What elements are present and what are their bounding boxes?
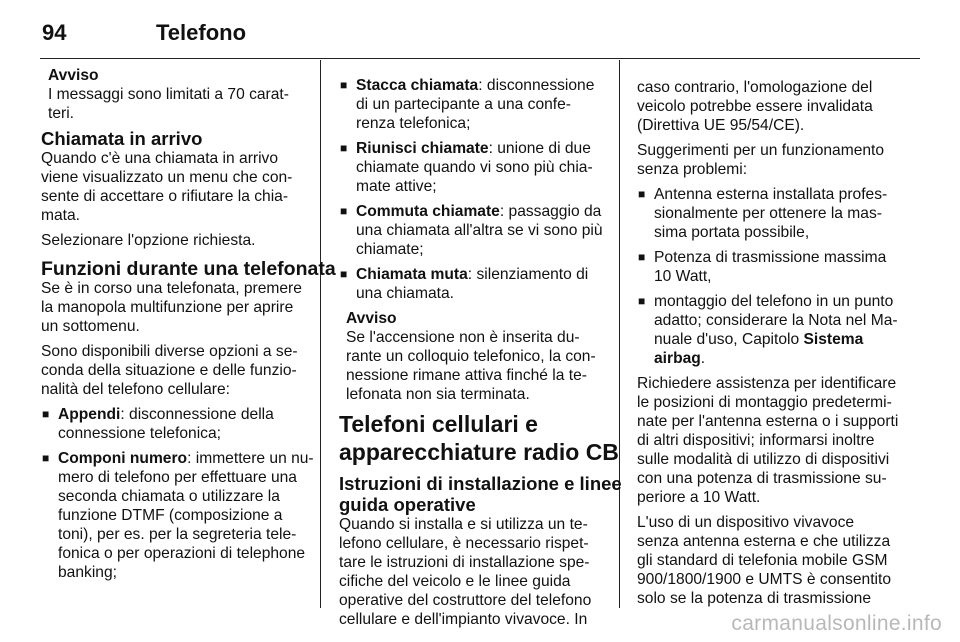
column-divider-2 <box>619 60 620 608</box>
heading-mobile-phones: Telefoni cellulari e apparecchiature radio CB <box>339 411 619 465</box>
bullet-icon: ■ <box>638 294 646 308</box>
link-airbag: airbag <box>654 350 701 367</box>
list-item: ■ Stacca chiamata: disconnessione di un partecipante a una confe- renza telefonica; <box>340 77 595 132</box>
list-item: ■ Componi numero: immettere un nu- mero di telefono per effettuare una seconda chiamata o utilizzare la funzione DTMF (composizione a toni), per es. per la segreteria tele- fonica o per operazioni di telephone banking; <box>42 450 314 581</box>
paragraph-incoming-call: Quando c'è una chiamata in arrivo viene visualizzato un menu che con- sente di accettare o rifiutare la chia- mata. <box>41 150 293 224</box>
bullet-icon: ■ <box>42 407 50 421</box>
heading-installation-instructions: Istruzioni di installazione e linee guida operative <box>339 473 622 515</box>
list-item: ■ Riunisci chiamate: unione di due chiamate quando vi sono più chia- mate attive; <box>340 140 593 195</box>
list-item: ■ Chiamata muta: silenziamento di una chiamata. <box>340 266 589 302</box>
bullet-icon: ■ <box>340 267 348 281</box>
list-suggestions <box>637 185 907 368</box>
list-item: ■ Commuta chiamate: passaggio da una chiamata all'altra se vi sono più chiamate; <box>340 203 603 258</box>
list-item: ■ Antenna esterna installata profes- sionalmente per ottenere la mas- sima portata possibile, <box>638 186 888 241</box>
header-divider <box>40 58 920 59</box>
bullet-icon: ■ <box>340 78 348 92</box>
list-item: ■ Potenza di trasmissione massima 10 Watt, <box>638 249 887 285</box>
column-divider-1 <box>320 60 321 608</box>
list-call-options-1 <box>41 405 314 582</box>
paragraph-assistance: Richiedere assistenza per identificare le posizioni di montaggio predetermi- nate per l'antenna esterna o i supporti di altri dispositivi; informarsi inoltre sulle modalità di utilizzo di dispositivi con una potenza di trasmissione su- periore a 10 Watt. <box>637 375 899 506</box>
bullet-icon: ■ <box>42 451 50 465</box>
bullet-icon: ■ <box>638 187 646 201</box>
column-middle <box>339 60 622 635</box>
note-heading: Avviso <box>48 67 99 84</box>
paragraph-suggestions: Suggerimenti per un funzionamento senza problemi: <box>637 142 885 178</box>
heading-call-functions: Funzioni durante una telefonata <box>41 258 336 280</box>
note-message-limit: Avviso I messaggi sono limitati a 70 carat- teri. <box>48 66 307 123</box>
column-left <box>41 60 336 588</box>
link-sistema: Sistema <box>803 331 864 348</box>
bullet-icon: ■ <box>638 250 646 264</box>
page-header <box>40 14 920 52</box>
page-title: Telefono <box>156 20 247 45</box>
column-right <box>637 60 907 614</box>
paragraph-handsfree: L'uso di un dispositivo vivavoce senza antenna esterna e che utilizza gli standard di telefonia mobile GSM 900/1800/1900 e UMTS è consentito solo se la potenza di trasmissione <box>637 514 891 607</box>
bullet-icon: ■ <box>340 204 348 218</box>
watermark: carmanualsonline.info <box>731 612 942 635</box>
paragraph-select-option: Selezionare l'opzione richiesta. <box>41 232 256 249</box>
page-number: 94 <box>42 20 67 45</box>
paragraph-installation: Quando si installa e si utilizza un te- lefono cellulare, è necessario rispet- tare le istruzioni di installazione spe- cifiche del veicolo e le linee guida operative del costruttore del telefono cellulare e dell'impianto vivavoce. In <box>339 516 592 628</box>
paragraph-options: Sono disponibili diverse opzioni a se- conda della situazione e delle funzio- nalità del telefono cellulare: <box>41 343 298 398</box>
heading-incoming-call: Chiamata in arrivo <box>41 128 203 149</box>
list-item: ■ montaggio del telefono in un punto adatto; considerare la Nota nel Ma- nuale d'uso, Capitolo Sistema airbag. <box>638 293 898 367</box>
note-ignition: Avviso Se l'accensione non è inserita du- rante un colloquio telefonico, la con- nessione rimane attiva finché la te- lefonata non sia terminata. <box>346 309 605 404</box>
note-heading: Avviso <box>346 310 397 327</box>
list-call-options-2 <box>339 76 605 303</box>
paragraph-homologation: caso contrario, l'omologazione del veicolo potrebbe essere invalidata (Direttiva UE 95/54/CE). <box>637 79 873 134</box>
bullet-icon: ■ <box>340 141 348 155</box>
paragraph-press-knob: Se è in corso una telefonata, premere la manopola multifunzione per aprire un sottomenu. <box>41 280 302 335</box>
list-item: ■ Appendi: disconnessione della connessione telefonica; <box>42 406 274 442</box>
